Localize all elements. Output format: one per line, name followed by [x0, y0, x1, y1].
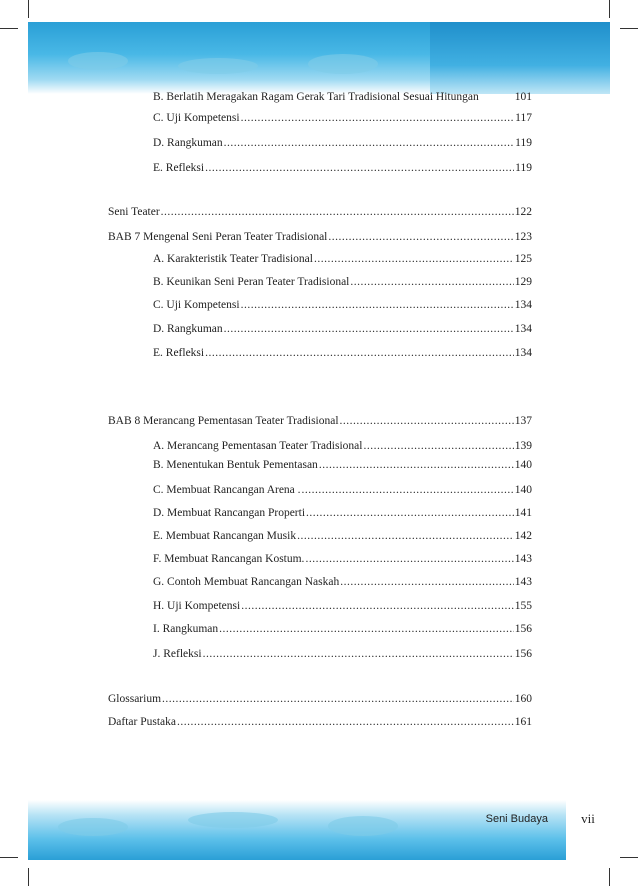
toc-entry-page: 101	[514, 91, 532, 103]
toc-entry-label: BAB 7 Mengenal Seni Peran Teater Tradisional	[108, 231, 328, 243]
toc-entry-label: Seni Teater	[108, 206, 160, 218]
crop-mark	[609, 868, 610, 886]
dot-leader	[241, 600, 514, 612]
dot-leader	[314, 253, 514, 265]
toc-entry-page: 134	[514, 323, 532, 335]
ornament-shape	[188, 812, 278, 828]
crop-mark	[620, 28, 638, 29]
toc-entry-label: E. Membuat Rancangan Musik	[153, 530, 297, 542]
dot-leader	[302, 484, 514, 496]
toc-entry-page: 122	[514, 206, 532, 218]
toc-entry-page: 161	[514, 716, 532, 728]
ornament-shape	[328, 816, 398, 836]
dot-leader	[224, 137, 515, 149]
toc-entry-label: G. Contoh Membuat Rancangan Naskah	[153, 576, 340, 588]
dot-leader	[297, 530, 514, 542]
toc-entry[interactable]	[108, 716, 532, 728]
crop-mark	[28, 0, 29, 18]
dot-leader	[340, 415, 514, 427]
toc-entry-label: A. Karakteristik Teater Tradisional	[153, 253, 313, 265]
toc-entry-label: A. Merancang Pementasan Teater Tradisional	[153, 440, 363, 452]
toc-entry[interactable]	[153, 253, 532, 265]
toc-entry[interactable]	[153, 553, 532, 565]
toc-entry-label: B. Berlatih Meragakan Ragam Gerak Tari Tradisional Sesuai Hitungan	[153, 91, 479, 103]
toc-entry[interactable]	[108, 415, 532, 427]
dot-leader	[219, 623, 514, 635]
toc-entry-label: Glossarium	[108, 693, 162, 705]
toc-entry[interactable]	[153, 440, 532, 452]
toc-entry-page: 119	[515, 137, 532, 149]
toc-entry[interactable]	[153, 576, 532, 588]
toc-entry-label: B. Keunikan Seni Peran Teater Tradisional	[153, 276, 350, 288]
toc-entry[interactable]	[108, 206, 532, 218]
dot-leader	[340, 576, 514, 588]
footer-ornament-band	[28, 800, 610, 860]
toc-entry[interactable]	[153, 299, 532, 311]
toc-entry-label: B. Menentukan Bentuk Pementasan	[153, 459, 318, 471]
toc-entry-label: J. Refleksi	[153, 648, 202, 660]
toc-entry-label: D. Membuat Rancangan Properti	[153, 507, 306, 519]
toc-entry-page: 139	[514, 440, 532, 452]
toc-entry[interactable]	[153, 112, 532, 124]
toc-entry-page: 142	[514, 530, 532, 542]
toc-entry-page: 141	[514, 507, 532, 519]
dot-leader	[224, 323, 514, 335]
toc-entry[interactable]	[153, 648, 532, 660]
toc-entry-label: D. Rangkuman	[153, 137, 223, 149]
toc-entry[interactable]	[153, 347, 532, 359]
toc-entry[interactable]	[153, 162, 532, 174]
toc-entry-page: 156	[514, 623, 532, 635]
dot-leader	[363, 440, 513, 452]
toc-entry-label: C. Uji Kompetensi	[153, 299, 240, 311]
dot-leader	[241, 112, 515, 124]
toc-entry-label: C. Membuat Rancangan Arena .	[153, 484, 301, 496]
toc-entry-page: 155	[514, 600, 532, 612]
dot-leader	[161, 206, 514, 218]
dot-leader	[177, 716, 514, 728]
ornament-shape	[68, 52, 128, 70]
dot-leader	[306, 507, 514, 519]
ornament-shape	[308, 54, 378, 74]
toc-entry[interactable]	[153, 137, 532, 149]
toc-entry-page: 140	[514, 484, 532, 496]
toc-entry-label: I. Rangkuman	[153, 623, 219, 635]
toc-entry-page: 123	[514, 231, 532, 243]
toc-entry-label: E. Refleksi	[153, 162, 205, 174]
toc-entry-page: 134	[514, 299, 532, 311]
crop-mark	[0, 28, 18, 29]
toc-entry-label: D. Rangkuman	[153, 323, 223, 335]
toc-entry-page: 156	[514, 648, 532, 660]
toc-entry-page: 143	[514, 576, 532, 588]
toc-entry[interactable]	[153, 459, 532, 471]
toc-entry-page: 140	[514, 459, 532, 471]
ornament-shape	[58, 818, 128, 836]
dot-leader	[162, 693, 514, 705]
toc-entry-label: F. Membuat Rancangan Kostum.	[153, 553, 305, 565]
crop-mark	[609, 0, 610, 18]
dot-leader	[203, 648, 514, 660]
dot-leader	[241, 299, 514, 311]
toc-entry[interactable]	[153, 323, 532, 335]
toc-entry-label: BAB 8 Merancang Pementasan Teater Tradisional	[108, 415, 339, 427]
dot-leader	[305, 553, 513, 565]
toc-entry[interactable]	[153, 91, 532, 103]
crop-mark	[0, 857, 18, 858]
header-tab	[430, 22, 610, 94]
page-number-box	[566, 800, 610, 860]
toc-entry-page: 129	[514, 276, 532, 288]
dot-leader	[205, 347, 514, 359]
toc-entry-label: C. Uji Kompetensi	[153, 112, 240, 124]
toc-entry-label: E. Refleksi	[153, 347, 205, 359]
dot-leader	[350, 276, 513, 288]
toc-entry-page: 137	[514, 415, 532, 427]
toc-entry-page: 134	[514, 347, 532, 359]
toc-entry-page: 143	[514, 553, 532, 565]
toc-entry[interactable]	[153, 276, 532, 288]
dot-leader	[319, 459, 514, 471]
dot-leader	[328, 231, 513, 243]
toc-entry-page: 117	[515, 112, 532, 124]
toc-entry[interactable]	[153, 484, 532, 496]
toc-entry[interactable]	[108, 693, 532, 705]
header-ornament-band	[28, 22, 610, 94]
toc-entry[interactable]	[153, 530, 532, 542]
toc-entry-label: Daftar Pustaka	[108, 716, 177, 728]
toc-entry[interactable]	[153, 507, 532, 519]
footer-book-title: Seni Budaya	[485, 813, 548, 825]
toc-entry[interactable]	[153, 623, 532, 635]
crop-mark	[28, 868, 29, 886]
toc-entry-page: 119	[515, 162, 532, 174]
toc-entry[interactable]	[108, 231, 532, 243]
toc-entry-page: 125	[514, 253, 532, 265]
page-number: vii	[581, 811, 595, 826]
toc-entry-label: H. Uji Kompetensi	[153, 600, 241, 612]
crop-mark	[620, 857, 638, 858]
toc-entry-page: 160	[514, 693, 532, 705]
toc-entry[interactable]	[153, 600, 532, 612]
ornament-shape	[178, 58, 258, 74]
dot-leader	[205, 162, 514, 174]
